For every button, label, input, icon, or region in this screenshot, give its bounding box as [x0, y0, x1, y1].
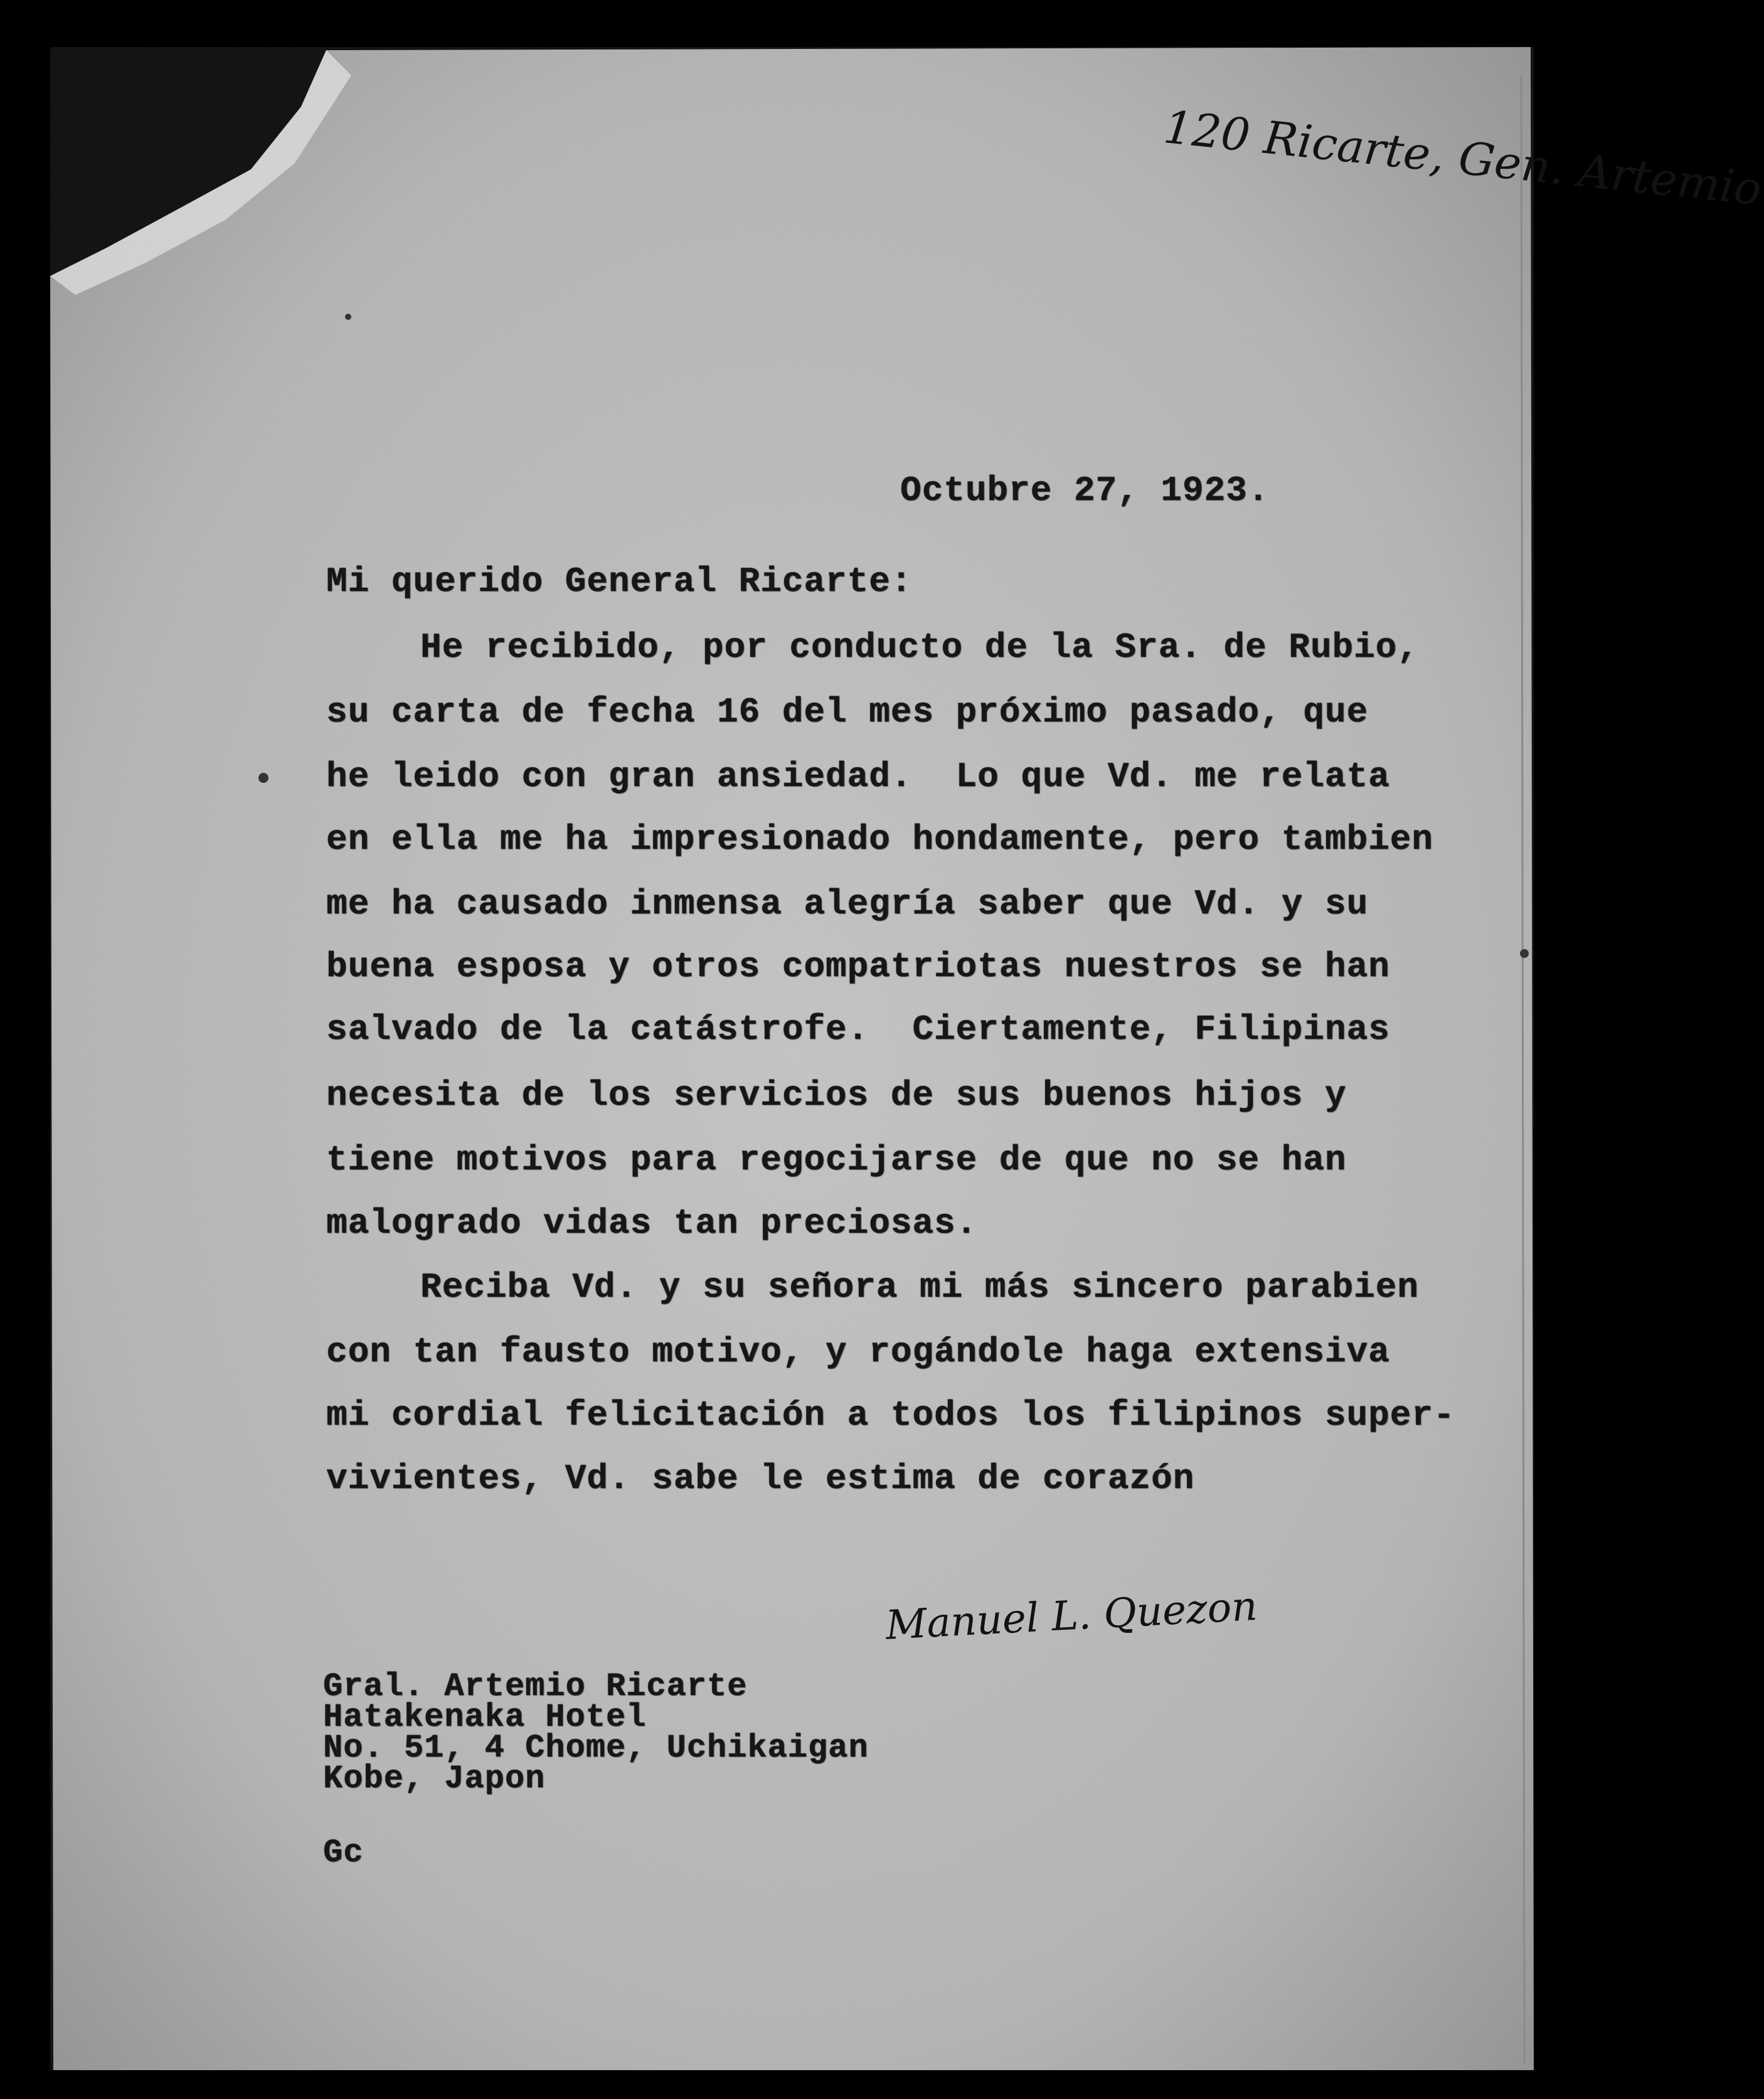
paragraph-line: buena esposa y otros compatriotas nuestros se han	[326, 947, 1390, 987]
paragraph-line: tiene motivos para regocijarse de que no se han	[326, 1140, 1347, 1180]
letter-salutation: Mi querido General Ricarte:	[326, 561, 913, 602]
address-line: Gral. Artemio Ricarte	[323, 1668, 748, 1705]
paper-body	[50, 47, 1534, 2070]
paragraph-line: su carta de fecha 16 del mes próximo pasado, que	[326, 692, 1369, 732]
signature: Manuel L. Quezon	[885, 1583, 1259, 1649]
address-line: No. 51, 4 Chome, Uchikaigan	[323, 1730, 869, 1767]
punch-mark-right	[1520, 949, 1529, 958]
address-line: Kobe, Japon	[323, 1760, 546, 1797]
paragraph-line: en ella me ha impresionado hondamente, pero tambien	[326, 819, 1433, 859]
archive-annotation: 120 Ricarte, Gen. Artemio	[1161, 100, 1764, 216]
paragraph-line: malogrado vidas tan preciosas.	[326, 1203, 978, 1243]
address-line: Hatakenaka Hotel	[323, 1699, 647, 1736]
paragraph-line: salvado de la catástrofe. Ciertamente, Filipinas	[326, 1009, 1390, 1050]
paragraph-line: me ha causado inmensa alegría saber que Vd. y su	[326, 884, 1369, 924]
typist-initials: Gc	[323, 1834, 364, 1871]
paragraph-line: mi cordial felicitación a todos los filipinos super-	[326, 1395, 1455, 1435]
dust-speck	[345, 314, 351, 320]
paragraph-line: He recibido, por conducto de la Sra. de Rubio,	[420, 627, 1419, 667]
punch-mark-left	[258, 773, 268, 783]
paragraph-line: con tan fausto motivo, y rogándole haga extensiva	[326, 1332, 1390, 1372]
paragraph-line: Reciba Vd. y su señora mi más sincero parabien	[420, 1267, 1419, 1307]
paragraph-line: vivientes, Vd. sabe le estima de corazón	[326, 1459, 1195, 1499]
letter-date: Octubre 27, 1923.	[900, 470, 1270, 511]
paragraph-line: necesita de los servicios de sus buenos hijos y	[326, 1075, 1347, 1115]
paragraph-line: he leido con gran ansiedad. Lo que Vd. me relata	[326, 757, 1390, 797]
